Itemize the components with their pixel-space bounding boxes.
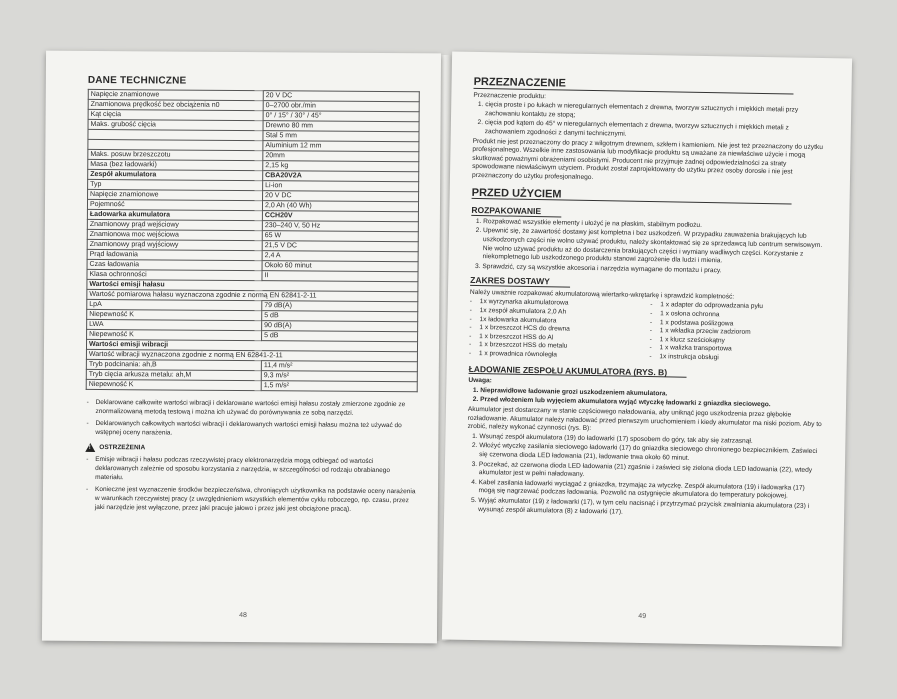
purpose-intro: Przeznaczenie produktu:: [473, 91, 547, 100]
spec-value: Stal 5 mm: [263, 131, 419, 142]
spec-value: 1,5 m/s²: [261, 381, 417, 392]
note-item: - Deklarowane całkowite wartości wibracji i deklarowane wartości emisji hałasu zostały zmierzone zgodnie ze znormalizowaną metodą testową i można ich używać do porównywania ze sobą narzędzi.: [96, 398, 418, 418]
spec-key: Typ: [88, 179, 263, 190]
spec-key: Niepewność K: [86, 379, 261, 390]
charging-note: 1. Nieprawidłowe ładowanie grozi uszkodzeniem akumulatora.: [480, 387, 823, 402]
kit-item: - 1x wyrzynarka akumulatorowa: [470, 298, 645, 310]
spec-section-label: Wartości emisji wibracji: [86, 339, 417, 351]
purpose-text: Produkt nie jest przeznaczony do pracy z wilgotnym drewnem, szkłem i kamieniem. Nie jest też przeznaczony do użytku profesjonalnego. Wszelkie inne zastosowania lub modyfikacje produktu są uważane za niewłaściwe użycie i mogą skutkować poważnymi obrażeniami osobistymi. Producent nie przyjmuje żadnej odpowiedzialności za straty spowodowane niewłaściwym użyciem. Produkt został zaprojektowany do użytku przez osoby dorosłe i nie jest przeznaczony do użytku profesjonalnego.: [471, 137, 823, 181]
charging-step: 4. Kabel zasilania ładowarki wyciągać z gniazdka, trzymając za wtyczkę. Zespół akumulatora (19) i ładowarka (17) mogą się nagrzewać podczas ładowania. Pozwolić na ostygnięcie akumulatora do temperatury pokojowej.: [478, 479, 821, 502]
spec-value: CBA20V2A: [263, 171, 419, 182]
charging-note: 2. Przed włożeniem lub wyjęciem akumulatora wyjąć wtyczkę ładowarki z gniazdka sieciowego.: [480, 397, 823, 412]
charging-step: 1. Wsunąć zespół akumulatora (19) do ładowarki (17) sposobem do góry, tak aby się zatrzasnął.: [479, 433, 822, 448]
spec-value: 5 dB: [262, 311, 418, 322]
delivery-scope-heading: ZAKRES DOSTAWY: [470, 276, 570, 287]
kit-item: - 1 x podstawa poślizgowa: [650, 319, 825, 331]
delivery-intro: Należy uważnie rozpakować akumulatorową wiertarko-wkrętarkę i sprawdzić kompletność:: [469, 288, 735, 301]
charging-step: 2. Włożyć wtyczkę zasilania sieciowego ładowarki (17) do gniazdka sieciowego chronionego bezpiecznikiem. Zaświeci się czerwona dioda LED ładowania (21), ładowanie trwa około 60 minut.: [479, 442, 822, 465]
spec-key: Napięcie znamionowe: [88, 89, 263, 100]
spec-key: LpA: [87, 299, 262, 310]
spec-key: Pojemność: [87, 199, 262, 210]
kit-item: - 1x zespół akumulatora 2,0 Ah: [470, 307, 645, 319]
spec-value: 20 V DC: [263, 91, 419, 102]
spec-key: Tryb podcinania: ah,B: [86, 359, 261, 370]
spec-key: Tryb cięcia arkusza metalu: ah,M: [86, 369, 261, 380]
charging-text: Akumulator jest dostarczany w stanie częściowego naładowania, aby uniknąć jego uszkodzenia przez głębokie rozładowanie. Akumulator należy naładować przed pierwszym uruchomieniem i kiedy akumulator ma niski poziom. Aby to zrobić, należy wykonać czynności (rys. B):: [467, 405, 822, 433]
spec-key: LWA: [87, 319, 262, 330]
spec-value: Około 60 minut: [262, 261, 418, 272]
warning-item: - Emisje wibracji i hałasu podczas rzeczywistej pracy elektronarzędzia mogą odbiegać od wartości deklarowanych zależnie od sposobu korzystania z narzędzia, w szczególności od rodzaju obrabianego materiału.: [95, 455, 417, 484]
page-number-left: 48: [239, 611, 247, 620]
spec-section-label: Wartość pomiarowa hałasu wyznaczona zgodnie z normą EN 62841-2-11: [87, 289, 418, 301]
delivery-list: [469, 298, 825, 364]
note-item: - Deklarowanych całkowitych wartości wibracji i deklarowanych wartości emisji hałasu można też używać do wstępnej oceny narażenia.: [95, 419, 417, 439]
right-page: [442, 52, 852, 647]
kit-item: - 1 x wkładka przeciw zadziorom: [650, 327, 825, 339]
spec-key: Kąt cięcia: [88, 109, 263, 120]
spec-key: Maks. posuw brzeszczotu: [88, 149, 263, 160]
spec-key: Znamionowy prąd wyjściowy: [87, 239, 262, 250]
spec-key: Maks. grubość cięcia: [88, 119, 263, 130]
kit-item: - 1x instrukcja obsługi: [649, 353, 824, 365]
spec-value: 65 W: [262, 231, 418, 242]
kit-item: - 1 x brzeszczot HCS do drewna: [469, 324, 644, 336]
warning-notes: [85, 455, 417, 514]
spec-key: Masa (bez ładowarki): [88, 159, 263, 170]
kit-item: - 1 x osłona ochronna: [650, 310, 825, 322]
purpose-item: 2. cięcia pod kątem do 45° w nieregularnych elementach z drewna, tworzyw sztucznych i miękkich metali z zachowaniem zgodności z danymi technicznymi.: [485, 120, 828, 143]
warning-item: - Konieczne jest wyznaczenie środków bezpieczeństwa, chroniących użytkownika na podstawie oceny narażenia w warunkach rzeczywistej pracy (z uwzględnieniem wszystkich elementów cyklu roboczego, np. czasu, przez jaki narzędzie jest wyłączone, przez jaki pracuje jałowo i przez jaki jest obciążone pracą).: [95, 485, 417, 514]
kit-item: - 1x ładowarka akumulatora: [469, 316, 644, 328]
charging-steps: [466, 433, 822, 521]
spec-value: 11,4 m/s²: [261, 361, 417, 372]
spec-key: Czas ładowania: [87, 259, 262, 270]
spec-value: 90 dB(A): [262, 321, 418, 332]
charging-note-label: Uwaga:: [468, 377, 492, 385]
spec-key: Niepewność K: [87, 309, 262, 320]
declared-values-notes: [85, 398, 417, 439]
purpose-list: [473, 101, 829, 143]
page-number-right: 49: [638, 612, 647, 621]
kit-item: - 1 x walizka transportowa: [649, 344, 824, 356]
spec-value: Drewno 80 mm: [263, 121, 419, 132]
spec-section-label: Wartości emisji hałasu: [87, 279, 418, 291]
spec-key: Zespół akumulatora: [88, 169, 263, 180]
spec-value: 20mm: [263, 151, 419, 162]
spec-value: Li-ion: [263, 181, 419, 192]
spec-value: Aluminium 12 mm: [263, 141, 419, 152]
spec-value: 9,3 m/s²: [261, 371, 417, 382]
spec-value: 5 dB: [262, 331, 418, 342]
unpack-item: 1. Rozpakować wszystkie elementy i ułożyć je na płaskim, stabilnym podłożu.: [483, 218, 826, 233]
warning-triangle-icon: !: [85, 443, 95, 452]
spec-key: Prąd ładowania: [87, 249, 262, 260]
spec-key: Klasa ochronności: [87, 269, 262, 280]
spec-value: 2,4 A: [262, 251, 418, 262]
spec-value: CCH20V: [262, 211, 418, 222]
spec-key: Niepewność K: [87, 329, 262, 340]
spec-key: Znamionowa moc wejściowa: [87, 229, 262, 240]
technical-data-heading: DANE TECHNICZNE: [87, 74, 187, 87]
spec-key: Znamionowa prędkość bez obciążenia n0: [88, 99, 263, 110]
right-page-content: [466, 72, 829, 521]
kit-item: - 1 x klucz sześciokątny: [650, 336, 825, 348]
spec-value: 21,5 V DC: [262, 241, 418, 252]
spec-value: 2,0 Ah (40 Wh): [262, 201, 418, 212]
spec-value: 20 V DC: [263, 191, 419, 202]
spec-value: 0–2700 obr./min: [263, 101, 419, 112]
spec-value: II: [262, 271, 418, 282]
charging-step: 5. Wyjąć akumulator (19) z ładowarki (17), w tym celu nacisnąć i przytrzymać przycisk zwalniania akumulatora (23) i wysunąć zespół akumulatora (8) z ładowarki (17).: [478, 497, 821, 520]
spec-value: 2,15 kg: [263, 161, 419, 172]
unpack-item: 2. Upewnić się, że zawartość dostawy jest kompletna i bez uszkodzeń. W przypadku zauważenia brakujących lub uszkodzonych części nie wolno używać produktu, należy skontaktować się ze sprzedawcą lub centrum serwisowym. Nie wolno używać produktu aż do dostarczenia brakujących części i wymiany wadliwych części. Korzystanie z niekompletnego lub uszkodzonego produktu stanowi zagrożenie dla ludzi i mienia.: [482, 227, 826, 267]
kit-item: - 1 x brzeszczot HSS do Al: [469, 333, 644, 345]
unpack-item: 3. Sprawdzić, czy są wszystkie akcesoria i narzędzia wymagane do montażu i pracy.: [482, 263, 825, 278]
spec-key: Napięcie znamionowe: [88, 189, 263, 200]
warning-heading: [85, 443, 417, 454]
spec-key: Znamionowy prąd wejściowy: [87, 219, 262, 230]
unpacking-heading: ROZPAKOWANIE: [471, 206, 561, 217]
left-page-content: [85, 75, 420, 517]
kit-item: - 1 x adapter do odprowadzania pyłu: [650, 302, 825, 314]
before-use-heading: PRZED UŻYCIEM: [472, 188, 792, 204]
purpose-heading: PRZEZNACZENIE: [474, 78, 794, 94]
spec-row: [86, 379, 417, 391]
unpacking-list: [470, 218, 826, 278]
kit-item: - 1 x prowadnica równoległa: [469, 350, 644, 362]
spec-value: 0° / 15° / 30° / 45°: [263, 111, 419, 122]
warning-title: OSTRZEŻENIA: [99, 444, 146, 452]
charging-heading: ŁADOWANIE ZESPOŁU AKUMULATORA (RYS. B): [469, 365, 688, 378]
spec-value: 230–240 V, 50 Hz: [262, 221, 418, 232]
charging-step: 3. Poczekać, aż czerwona dioda LED ładowania (21) zgaśnie i zaświeci się zielona dioda LED ładowania (22), wtedy akumulator jest w pełni naładowany.: [479, 461, 822, 484]
left-page: [42, 51, 441, 644]
spec-key: Ładowarka akumulatora: [87, 209, 262, 220]
technical-data-table: [86, 89, 420, 392]
spec-value: 79 dB(A): [262, 301, 418, 312]
spec-section-label: Wartość wibracji wyznaczona zgodnie z normą EN 62841-2-11: [86, 349, 417, 361]
purpose-item: 1. cięcia proste i po łukach w nieregularnych elementach z drewna, tworzyw sztucznych i miękkich metali przy zachowaniu kontaktu ze stopą;: [485, 101, 828, 124]
kit-item: - 1 x brzeszczot HSS do metalu: [469, 341, 644, 353]
